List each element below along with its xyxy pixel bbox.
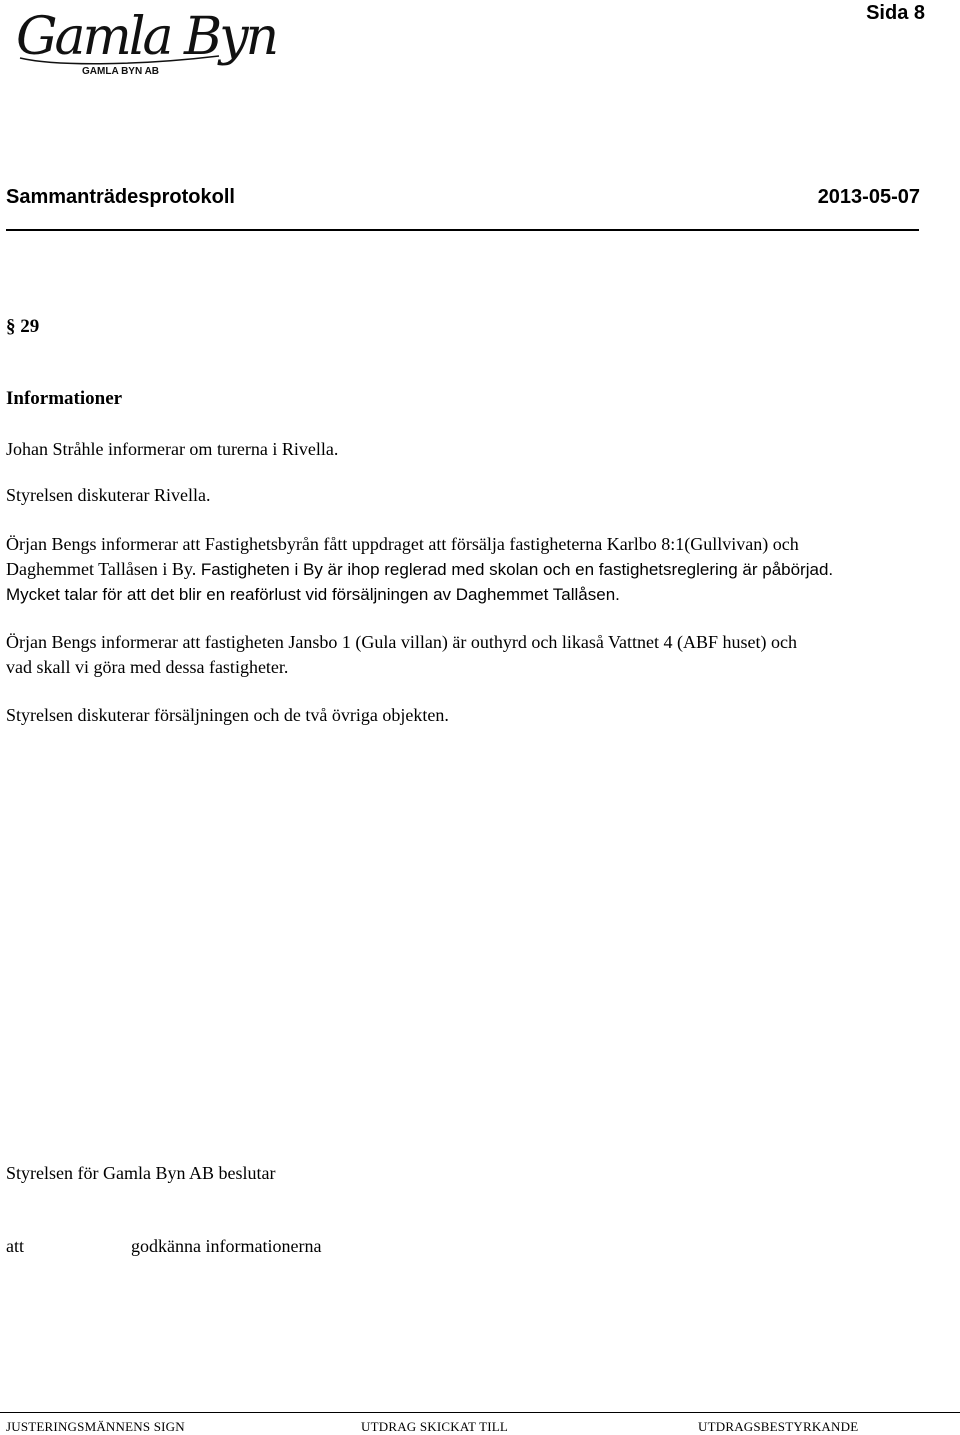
document-title: Sammanträdesprotokoll [6, 186, 235, 208]
company-logo [14, 0, 277, 80]
decision-att: att [6, 1236, 24, 1256]
footer-utdragsbestyrkande: UTDRAGSBESTYRKANDE [698, 1419, 859, 1434]
paragraph-4 [6, 630, 946, 680]
paragraph-4-line-1: Örjan Bengs informerar att fastigheten Jansbo 1 (Gula villan) är outhyrd och likaså Vattnet 4 (ABF huset) och [6, 632, 797, 652]
logo-company-text: GAMLA BYN AB [82, 66, 160, 77]
paragraph-3-line-2b: Fastigheten i By är ihop reglerad med skolan och en fastighetsreglering är påbörjad. [196, 560, 834, 579]
paragraph-2: Styrelsen diskuterar Rivella. [6, 485, 211, 505]
header-divider [6, 229, 919, 231]
paragraph-3 [6, 532, 946, 607]
page-number: Sida 8 [866, 2, 925, 24]
section-number: § 29 [6, 316, 40, 337]
decision-intro: Styrelsen för Gamla Byn AB beslutar [6, 1163, 276, 1183]
paragraph-1: Johan Stråhle informerar om turerna i Rivella. [6, 439, 339, 459]
paragraph-3-line-2a: Daghemmet Tallåsen i By. [6, 559, 197, 579]
section-title: Informationer [6, 388, 123, 409]
document-date: 2013-05-07 [817, 186, 920, 208]
logo-script-text: Gamla Byn [16, 7, 277, 67]
paragraph-3-line-1: Örjan Bengs informerar att Fastighetsbyrån fått uppdraget att försälja fastigheterna Karlbo 8:1(Gullvivan) och [6, 534, 799, 554]
paragraph-5: Styrelsen diskuterar försäljningen och de två övriga objekten. [6, 705, 449, 725]
footer-utdrag-skickat: UTDRAG SKICKAT TILL [361, 1419, 509, 1434]
decision-text: godkänna informationerna [131, 1236, 322, 1256]
paragraph-3-line-3: Mycket talar för att det blir en reaförlust vid försäljningen av Daghemmet Tallåsen. [6, 585, 620, 604]
footer-divider [0, 1412, 960, 1413]
footer-justering-sign: JUSTERINGSMÄNNENS SIGN [6, 1419, 185, 1434]
paragraph-4-line-2: vad skall vi göra med dessa fastigheter. [6, 657, 289, 677]
